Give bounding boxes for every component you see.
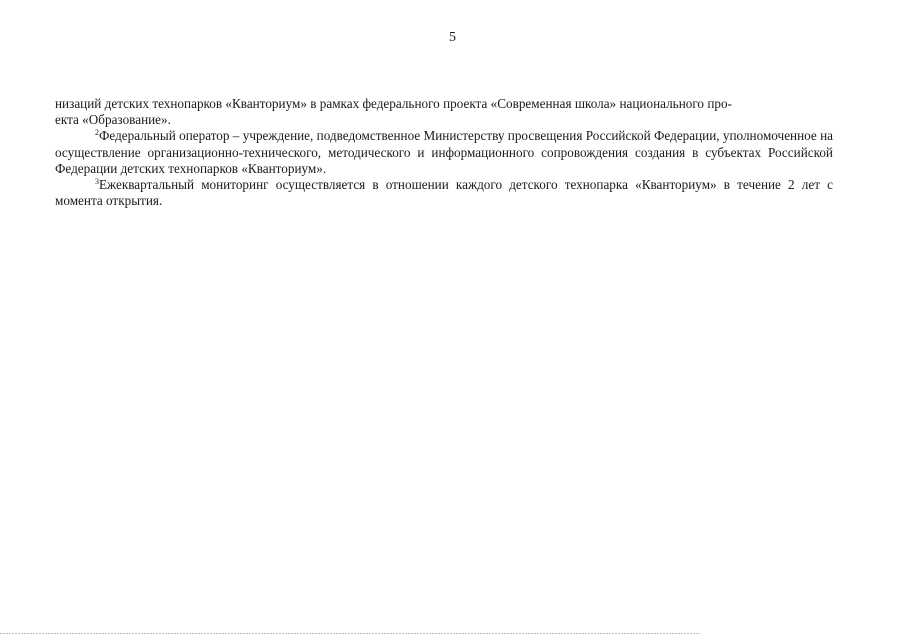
footnote-1-continuation: екта «Образование». [55,112,171,128]
scan-edge-artifact [0,633,700,634]
footnotes [55,96,833,209]
footnote-3-text: Ежеквартальный мониторинг осуществляется в отношении каждого детского технопарка «Кванториум» в течение 2 лет с момента открытия. [55,177,833,209]
footnote-2-marker: 2 [95,128,99,138]
footnote-2-text: Федеральный оператор – учреждение, подведомственное Министерству просвещения Российской Федерации, уполномоченное на осуществление организационно-технического, методического и информационного сопровождения создания в субъектах Российской Федерации детских технопарков «Кванториум». [55,128,833,176]
footnote-3 [55,177,833,209]
footnote-3-marker: 3 [95,177,99,187]
footnote-1-line: низаций детских технопарков «Кванториум» в рамках федерального проекта «Современная школа» национального про- [55,96,732,111]
footnote-2 [55,128,833,177]
page-number: 5 [449,30,456,45]
